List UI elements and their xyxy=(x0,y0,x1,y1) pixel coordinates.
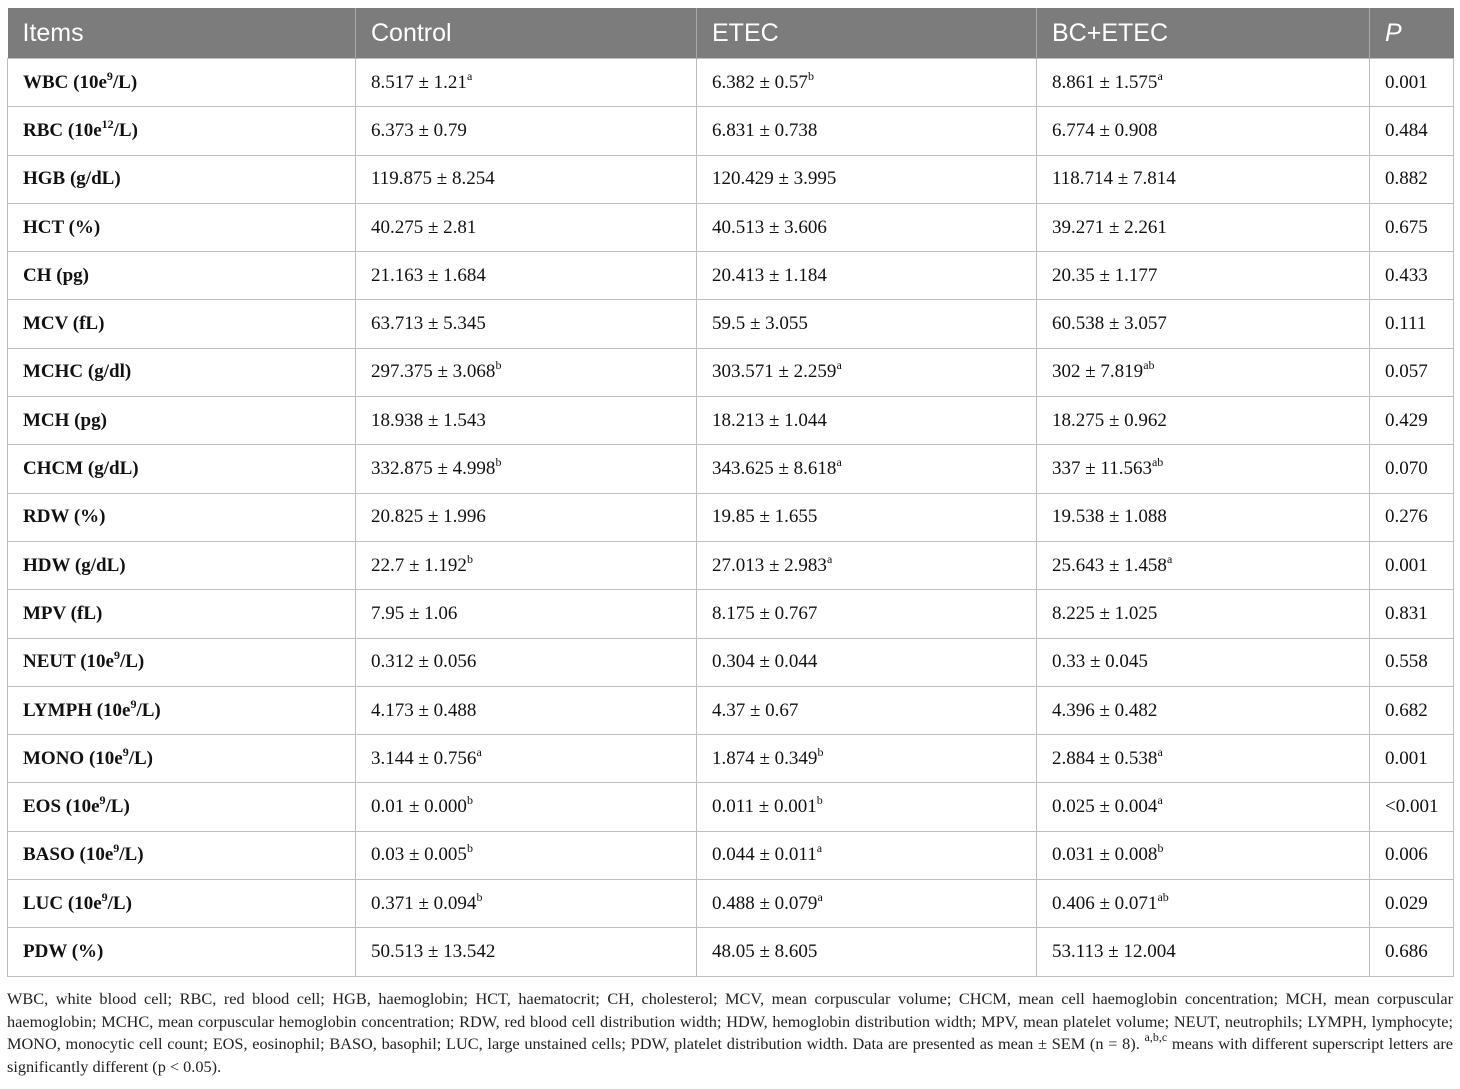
row-item-name xyxy=(8,445,356,493)
cell-value: 63.713 ± 5.345 xyxy=(371,313,486,335)
row-item-name xyxy=(8,300,356,348)
cell-control xyxy=(356,59,697,107)
cell-etec xyxy=(697,541,1037,589)
cell-value: 50.513 ± 13.542 xyxy=(371,940,496,962)
item-exponent: 9 xyxy=(113,841,120,856)
cell-bc-etec xyxy=(1037,493,1370,541)
cell-p-value: 0.006 xyxy=(1370,831,1454,879)
data-table-container xyxy=(7,8,1453,977)
table-row xyxy=(8,203,1454,251)
table-row xyxy=(8,541,1454,589)
cell-value: 1.874 ± 0.349 xyxy=(712,747,818,769)
table-row xyxy=(8,638,1454,686)
header-items: Items xyxy=(8,8,356,59)
item-unit: /L) xyxy=(107,892,132,914)
cell-bc-etec xyxy=(1037,541,1370,589)
hematology-table xyxy=(7,8,1454,977)
table-row xyxy=(8,831,1454,879)
significance-letter: a xyxy=(1157,744,1163,759)
cell-value: 18.213 ± 1.044 xyxy=(712,409,827,431)
item-label: CH (pg) xyxy=(23,264,89,286)
cell-value: 6.382 ± 0.57 xyxy=(712,71,808,93)
cell-value: 0.406 ± 0.071 xyxy=(1052,892,1158,914)
cell-p-value: 0.484 xyxy=(1370,107,1454,155)
item-unit: /L) xyxy=(136,699,161,721)
cell-p-value: 0.001 xyxy=(1370,59,1454,107)
cell-control xyxy=(356,493,697,541)
cell-value: 7.95 ± 1.06 xyxy=(371,602,458,624)
item-exponent: 9 xyxy=(99,793,106,808)
item-label: RDW (%) xyxy=(23,506,106,528)
cell-etec xyxy=(697,348,1037,396)
cell-control xyxy=(356,155,697,203)
cell-p-value: 0.111 xyxy=(1370,300,1454,348)
cell-bc-etec xyxy=(1037,300,1370,348)
cell-control xyxy=(356,107,697,155)
cell-etec xyxy=(697,831,1037,879)
cell-p-value: 0.682 xyxy=(1370,686,1454,734)
cell-value: 0.33 ± 0.045 xyxy=(1052,651,1148,673)
item-label: HDW (g/dL) xyxy=(23,554,126,576)
item-label: HCT (%) xyxy=(23,216,101,238)
cell-value: 21.163 ± 1.684 xyxy=(371,264,486,286)
significance-letter: b xyxy=(466,841,473,856)
item-label: CHCM (g/dL) xyxy=(23,458,139,480)
significance-letter: b xyxy=(817,744,824,759)
cell-value: 48.05 ± 8.605 xyxy=(712,940,818,962)
cell-control xyxy=(356,397,697,445)
item-exponent: 9 xyxy=(101,889,108,904)
row-item-name xyxy=(8,783,356,831)
item-label: MCV (fL) xyxy=(23,313,105,335)
cell-etec xyxy=(697,493,1037,541)
cell-value: 119.875 ± 8.254 xyxy=(371,168,495,190)
row-item-name xyxy=(8,252,356,300)
significance-letter: ab xyxy=(1157,889,1169,904)
row-item-name xyxy=(8,638,356,686)
table-row xyxy=(8,590,1454,638)
row-item-name xyxy=(8,686,356,734)
row-item-name xyxy=(8,928,356,976)
cell-bc-etec xyxy=(1037,252,1370,300)
header-etec: ETEC xyxy=(697,8,1037,59)
table-row xyxy=(8,880,1454,928)
cell-etec xyxy=(697,783,1037,831)
item-exponent: 12 xyxy=(101,116,114,131)
table-row xyxy=(8,735,1454,783)
significance-letter: ab xyxy=(1151,455,1164,470)
cell-p-value: 0.057 xyxy=(1370,348,1454,396)
cell-bc-etec xyxy=(1037,638,1370,686)
footnote-text: WBC, white blood cell; RBC, red blood cell; HGB, haemoglobin; HCT, haematocrit; CH, cholesterol; MCV, mean corpuscular volume; CHCM, mean cell haemoglobin concentration; MCH, mean corpuscular haemoglobin; MCHC, mean corpuscular hemoglobin concentration; RDW, red blood cell distribution width; HDW, hemoglobin distribution width; MPV, mean platelet volume; NEUT, neutrophils; LYMPH, lymphocyte; MONO, monocytic cell count; EOS, eosinophil; BASO, basophil; LUC, large unstained cells; PDW, platelet distribution width. Data are presented as mean ± SEM (n = 8). xyxy=(7,989,1453,1053)
cell-etec xyxy=(697,686,1037,734)
cell-p-value: 0.882 xyxy=(1370,155,1454,203)
cell-value: 343.625 ± 8.618 xyxy=(712,458,837,480)
item-exponent: 9 xyxy=(122,744,129,759)
significance-letter: b xyxy=(466,551,473,566)
significance-letter: a xyxy=(816,841,823,856)
cell-value: 20.413 ± 1.184 xyxy=(712,264,827,286)
row-item-name xyxy=(8,493,356,541)
cell-etec xyxy=(697,880,1037,928)
cell-value: 8.517 ± 1.21 xyxy=(371,71,467,93)
cell-control xyxy=(356,445,697,493)
header-p-value: P xyxy=(1370,8,1454,59)
cell-value: 20.35 ± 1.177 xyxy=(1052,264,1158,286)
cell-bc-etec xyxy=(1037,880,1370,928)
item-unit: /L) xyxy=(105,796,130,818)
cell-etec xyxy=(697,445,1037,493)
cell-value: 120.429 ± 3.995 xyxy=(712,168,837,190)
cell-bc-etec xyxy=(1037,783,1370,831)
cell-value: 0.044 ± 0.011 xyxy=(712,844,817,866)
table-row xyxy=(8,59,1454,107)
cell-control xyxy=(356,590,697,638)
cell-p-value: 0.686 xyxy=(1370,928,1454,976)
table-row xyxy=(8,783,1454,831)
significance-letter: b xyxy=(495,455,502,470)
row-item-name xyxy=(8,107,356,155)
cell-value: 19.538 ± 1.088 xyxy=(1052,506,1167,528)
cell-bc-etec xyxy=(1037,203,1370,251)
cell-value: 18.275 ± 0.962 xyxy=(1052,409,1167,431)
cell-value: 297.375 ± 3.068 xyxy=(371,361,496,383)
table-row xyxy=(8,445,1454,493)
cell-bc-etec xyxy=(1037,928,1370,976)
significance-letter: a xyxy=(826,551,833,566)
table-row xyxy=(8,348,1454,396)
cell-bc-etec xyxy=(1037,348,1370,396)
cell-control xyxy=(356,831,697,879)
significance-letter: a xyxy=(1166,551,1173,566)
item-unit: /L) xyxy=(119,651,145,673)
cell-control xyxy=(356,783,697,831)
cell-control xyxy=(356,203,697,251)
cell-control xyxy=(356,928,697,976)
table-row xyxy=(8,686,1454,734)
cell-value: 40.275 ± 2.81 xyxy=(371,216,477,238)
cell-value: 0.304 ± 0.044 xyxy=(712,651,818,673)
significance-letter: b xyxy=(466,793,473,808)
cell-p-value: 0.029 xyxy=(1370,880,1454,928)
significance-letter: a xyxy=(836,455,842,470)
significance-letter: a xyxy=(476,744,482,759)
table-row xyxy=(8,252,1454,300)
cell-value: 39.271 ± 2.261 xyxy=(1052,216,1167,238)
cell-value: 0.011 ± 0.001 xyxy=(712,796,817,818)
item-label: LUC (10e xyxy=(23,892,102,914)
item-label: MPV (fL) xyxy=(23,602,103,624)
cell-value: 0.03 ± 0.005 xyxy=(371,844,467,866)
table-row xyxy=(8,300,1454,348)
cell-value: 2.884 ± 0.538 xyxy=(1052,747,1158,769)
row-item-name xyxy=(8,203,356,251)
cell-value: 6.831 ± 0.738 xyxy=(712,119,818,141)
cell-etec xyxy=(697,203,1037,251)
significance-letter: b xyxy=(476,889,483,904)
significance-letter: a xyxy=(836,358,842,373)
row-item-name xyxy=(8,880,356,928)
item-exponent: 9 xyxy=(113,648,120,663)
item-label: MONO (10e xyxy=(23,747,123,769)
item-exponent: 9 xyxy=(106,68,113,83)
cell-p-value: <0.001 xyxy=(1370,783,1454,831)
item-label: BASO (10e xyxy=(23,844,114,866)
item-label: MCHC (g/dl) xyxy=(23,361,132,383)
cell-value: 6.774 ± 0.908 xyxy=(1052,119,1158,141)
table-row xyxy=(8,155,1454,203)
cell-value: 6.373 ± 0.79 xyxy=(371,119,467,141)
cell-value: 22.7 ± 1.192 xyxy=(371,554,467,576)
header-bc-etec: BC+ETEC xyxy=(1037,8,1370,59)
table-row xyxy=(8,928,1454,976)
cell-bc-etec xyxy=(1037,107,1370,155)
cell-etec xyxy=(697,59,1037,107)
significance-letter: b xyxy=(807,68,814,83)
row-item-name xyxy=(8,590,356,638)
table-row xyxy=(8,397,1454,445)
cell-p-value: 0.429 xyxy=(1370,397,1454,445)
significance-letter: b xyxy=(495,358,502,373)
significance-letter: a xyxy=(1157,68,1163,83)
row-item-name xyxy=(8,59,356,107)
cell-etec xyxy=(697,397,1037,445)
cell-etec xyxy=(697,638,1037,686)
cell-value: 0.031 ± 0.008 xyxy=(1052,844,1158,866)
cell-value: 19.85 ± 1.655 xyxy=(712,506,818,528)
item-unit: /L) xyxy=(112,71,138,93)
cell-value: 0.488 ± 0.079 xyxy=(712,892,818,914)
cell-value: 27.013 ± 2.983 xyxy=(712,554,827,576)
table-row xyxy=(8,107,1454,155)
item-unit: /L) xyxy=(128,747,154,769)
cell-p-value: 0.433 xyxy=(1370,252,1454,300)
cell-control xyxy=(356,686,697,734)
item-label: HGB (g/dL) xyxy=(23,168,121,190)
cell-value: 60.538 ± 3.057 xyxy=(1052,313,1167,335)
cell-bc-etec xyxy=(1037,831,1370,879)
cell-value: 18.938 ± 1.543 xyxy=(371,409,486,431)
cell-control xyxy=(356,541,697,589)
cell-p-value: 0.070 xyxy=(1370,445,1454,493)
cell-p-value: 0.675 xyxy=(1370,203,1454,251)
cell-p-value: 0.001 xyxy=(1370,541,1454,589)
item-exponent: 9 xyxy=(130,696,137,711)
table-header-row xyxy=(8,8,1454,59)
cell-value: 337 ± 11.563 xyxy=(1052,458,1152,480)
item-label: LYMPH (10e xyxy=(23,699,131,721)
footnote-superscript: a,b,c xyxy=(1144,1030,1168,1044)
cell-control xyxy=(356,638,697,686)
cell-etec xyxy=(697,735,1037,783)
cell-p-value: 0.558 xyxy=(1370,638,1454,686)
cell-control xyxy=(356,348,697,396)
item-label: WBC (10e xyxy=(23,71,107,93)
cell-value: 59.5 ± 3.055 xyxy=(712,313,808,335)
cell-etec xyxy=(697,155,1037,203)
significance-letter: a xyxy=(1157,793,1163,808)
cell-bc-etec xyxy=(1037,445,1370,493)
cell-etec xyxy=(697,928,1037,976)
row-item-name xyxy=(8,397,356,445)
cell-value: 8.225 ± 1.025 xyxy=(1052,602,1158,624)
row-item-name xyxy=(8,735,356,783)
item-label: PDW (%) xyxy=(23,940,104,962)
row-item-name xyxy=(8,155,356,203)
cell-value: 4.173 ± 0.488 xyxy=(371,699,477,721)
cell-control xyxy=(356,735,697,783)
cell-value: 0.025 ± 0.004 xyxy=(1052,796,1158,818)
cell-value: 0.01 ± 0.000 xyxy=(371,796,467,818)
cell-value: 0.312 ± 0.056 xyxy=(371,651,477,673)
cell-etec xyxy=(697,300,1037,348)
footnote-tail: means with different superscript letters are significantly different (p < 0.05). xyxy=(7,1034,1453,1076)
cell-bc-etec xyxy=(1037,59,1370,107)
item-label: EOS (10e xyxy=(23,796,100,818)
cell-control xyxy=(356,252,697,300)
cell-value: 302 ± 7.819 xyxy=(1052,361,1144,383)
cell-value: 303.571 ± 2.259 xyxy=(712,361,837,383)
cell-value: 8.861 ± 1.575 xyxy=(1052,71,1158,93)
cell-p-value: 0.276 xyxy=(1370,493,1454,541)
cell-value: 20.825 ± 1.996 xyxy=(371,506,486,528)
item-label: NEUT (10e xyxy=(23,651,114,673)
cell-value: 0.371 ± 0.094 xyxy=(371,892,477,914)
significance-letter: ab xyxy=(1143,358,1155,373)
cell-value: 53.113 ± 12.004 xyxy=(1052,940,1176,962)
cell-bc-etec xyxy=(1037,397,1370,445)
significance-letter: b xyxy=(1157,841,1164,856)
cell-control xyxy=(356,880,697,928)
cell-control xyxy=(356,300,697,348)
header-control: Control xyxy=(356,8,697,59)
cell-bc-etec xyxy=(1037,735,1370,783)
row-item-name xyxy=(8,831,356,879)
cell-value: 332.875 ± 4.998 xyxy=(371,458,496,480)
cell-bc-etec xyxy=(1037,686,1370,734)
table-row xyxy=(8,493,1454,541)
cell-value: 3.144 ± 0.756 xyxy=(371,747,477,769)
cell-p-value: 0.001 xyxy=(1370,735,1454,783)
cell-value: 40.513 ± 3.606 xyxy=(712,216,827,238)
significance-letter: a xyxy=(817,889,823,904)
cell-etec xyxy=(697,252,1037,300)
row-item-name xyxy=(8,348,356,396)
cell-value: 25.643 ± 1.458 xyxy=(1052,554,1167,576)
row-item-name xyxy=(8,541,356,589)
item-label: RBC (10e xyxy=(23,119,102,141)
cell-value: 4.37 ± 0.67 xyxy=(712,699,799,721)
table-footnote xyxy=(7,988,1453,1078)
item-unit: /L) xyxy=(113,119,138,141)
cell-p-value: 0.831 xyxy=(1370,590,1454,638)
cell-etec xyxy=(697,590,1037,638)
item-label: MCH (pg) xyxy=(23,409,107,431)
significance-letter: b xyxy=(816,793,823,808)
cell-value: 4.396 ± 0.482 xyxy=(1052,699,1158,721)
cell-bc-etec xyxy=(1037,590,1370,638)
cell-value: 118.714 ± 7.814 xyxy=(1052,168,1176,190)
cell-bc-etec xyxy=(1037,155,1370,203)
cell-etec xyxy=(697,107,1037,155)
cell-value: 8.175 ± 0.767 xyxy=(712,602,818,624)
table-body xyxy=(8,59,1454,977)
item-unit: /L) xyxy=(119,844,144,866)
significance-letter: a xyxy=(466,68,473,83)
